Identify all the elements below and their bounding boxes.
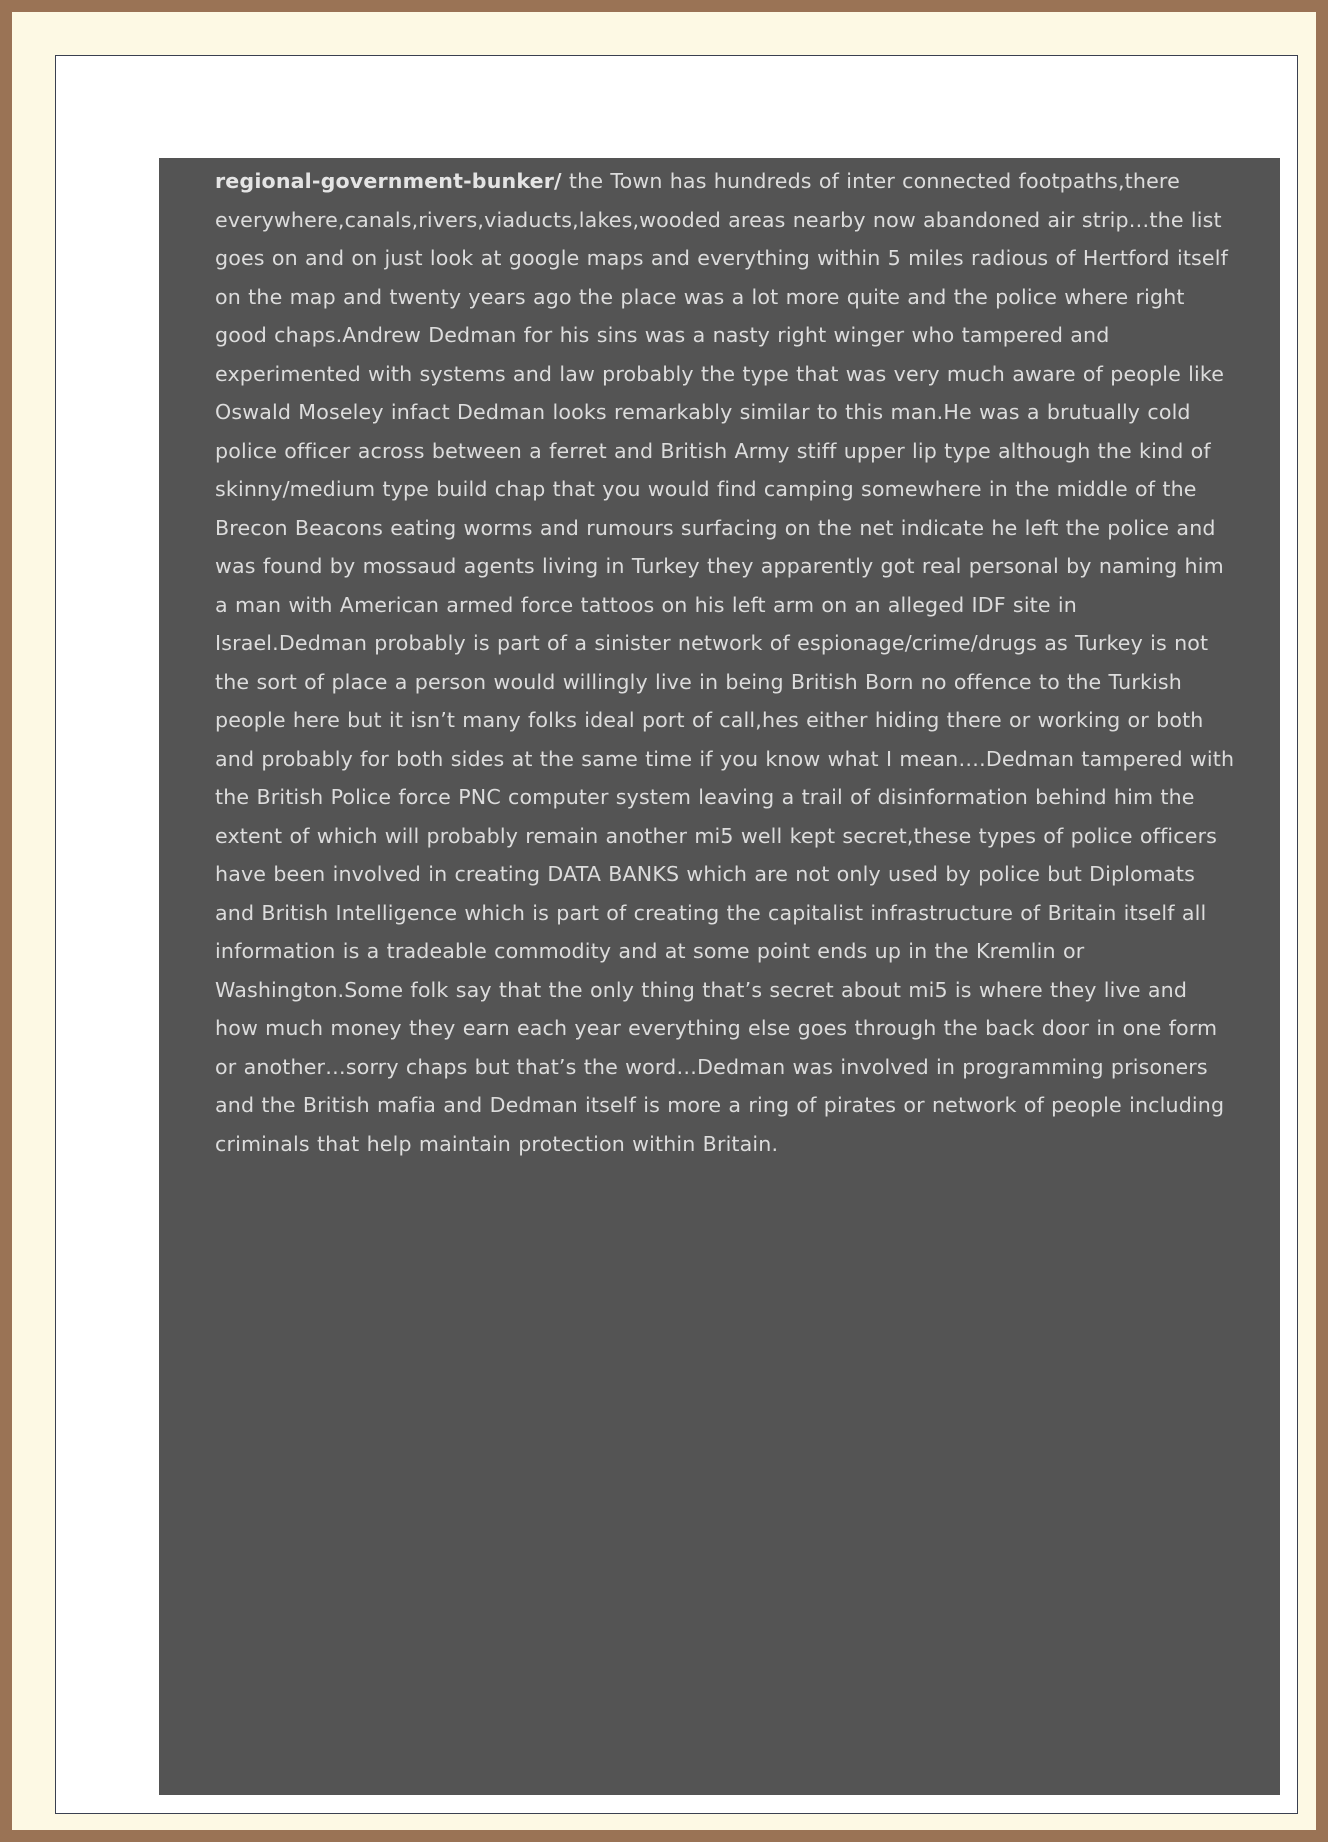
document-page <box>55 55 1298 1814</box>
article-body: the Town has hundreds of inter connected footpaths,there everywhere,canals,rivers,viaducts,lakes,wooded areas nearby now abandoned air strip…the list goes on and on just look at google maps and everything within 5 miles radious of Hertford itself on the map and twenty years ago the place was a lot more quite and the police where right good chaps.Andrew Dedman for his sins was a nasty right winger who tampered and experimented with systems and law probably the type that was very much aware of people like Oswald Moseley infact Dedman looks remarkably similar to this man.He was a brutually cold police officer across between a ferret and British Army stiff upper lip type although the kind of skinny/medium type build chap that you would find camping somewhere in the middle of the Brecon Beacons eating worms and rumours surfacing on the net indicate he left the police and was found by mossaud agents living in Turkey they apparently got real personal by naming him a man with American armed force tattoos on his left arm on an alleged IDF site in Israel.Dedman probably is part of a sinister network of espionage/crime/drugs as Turkey is not the sort of place a person would willingly live in being British Born no offence to the Turkish people here but it isn’t many folks ideal port of call,hes either hiding there or working or both and probably for both sides at the same time if you know what I mean….Dedman tampered with the British Police force PNC computer system leaving a trail of disinformation behind him the extent of which will probably remain another mi5 well kept secret,these types of police officers have been involved in creating DATA BANKS which are not only used by police but Diplomats and British Intelligence which is part of creating the capitalist infrastructure of Britain itself all information is a tradeable commodity and at some point ends up in the Kremlin or Washington.Some folk say that the only thing that’s secret about mi5 is where they live and how much money they earn each year everything else goes through the back door in one form or another…sorry chaps but that’s the word…Dedman was involved in programming prisoners and the British mafia and Dedman itself is more a ring of pirates or network of people including criminals that help maintain protection within Britain. <box>215 169 1235 1156</box>
article-text <box>215 162 1235 1163</box>
frame-mat <box>12 12 1316 1830</box>
article-lead-link[interactable]: regional-government-bunker/ <box>215 169 562 193</box>
content-panel <box>159 158 1280 1795</box>
